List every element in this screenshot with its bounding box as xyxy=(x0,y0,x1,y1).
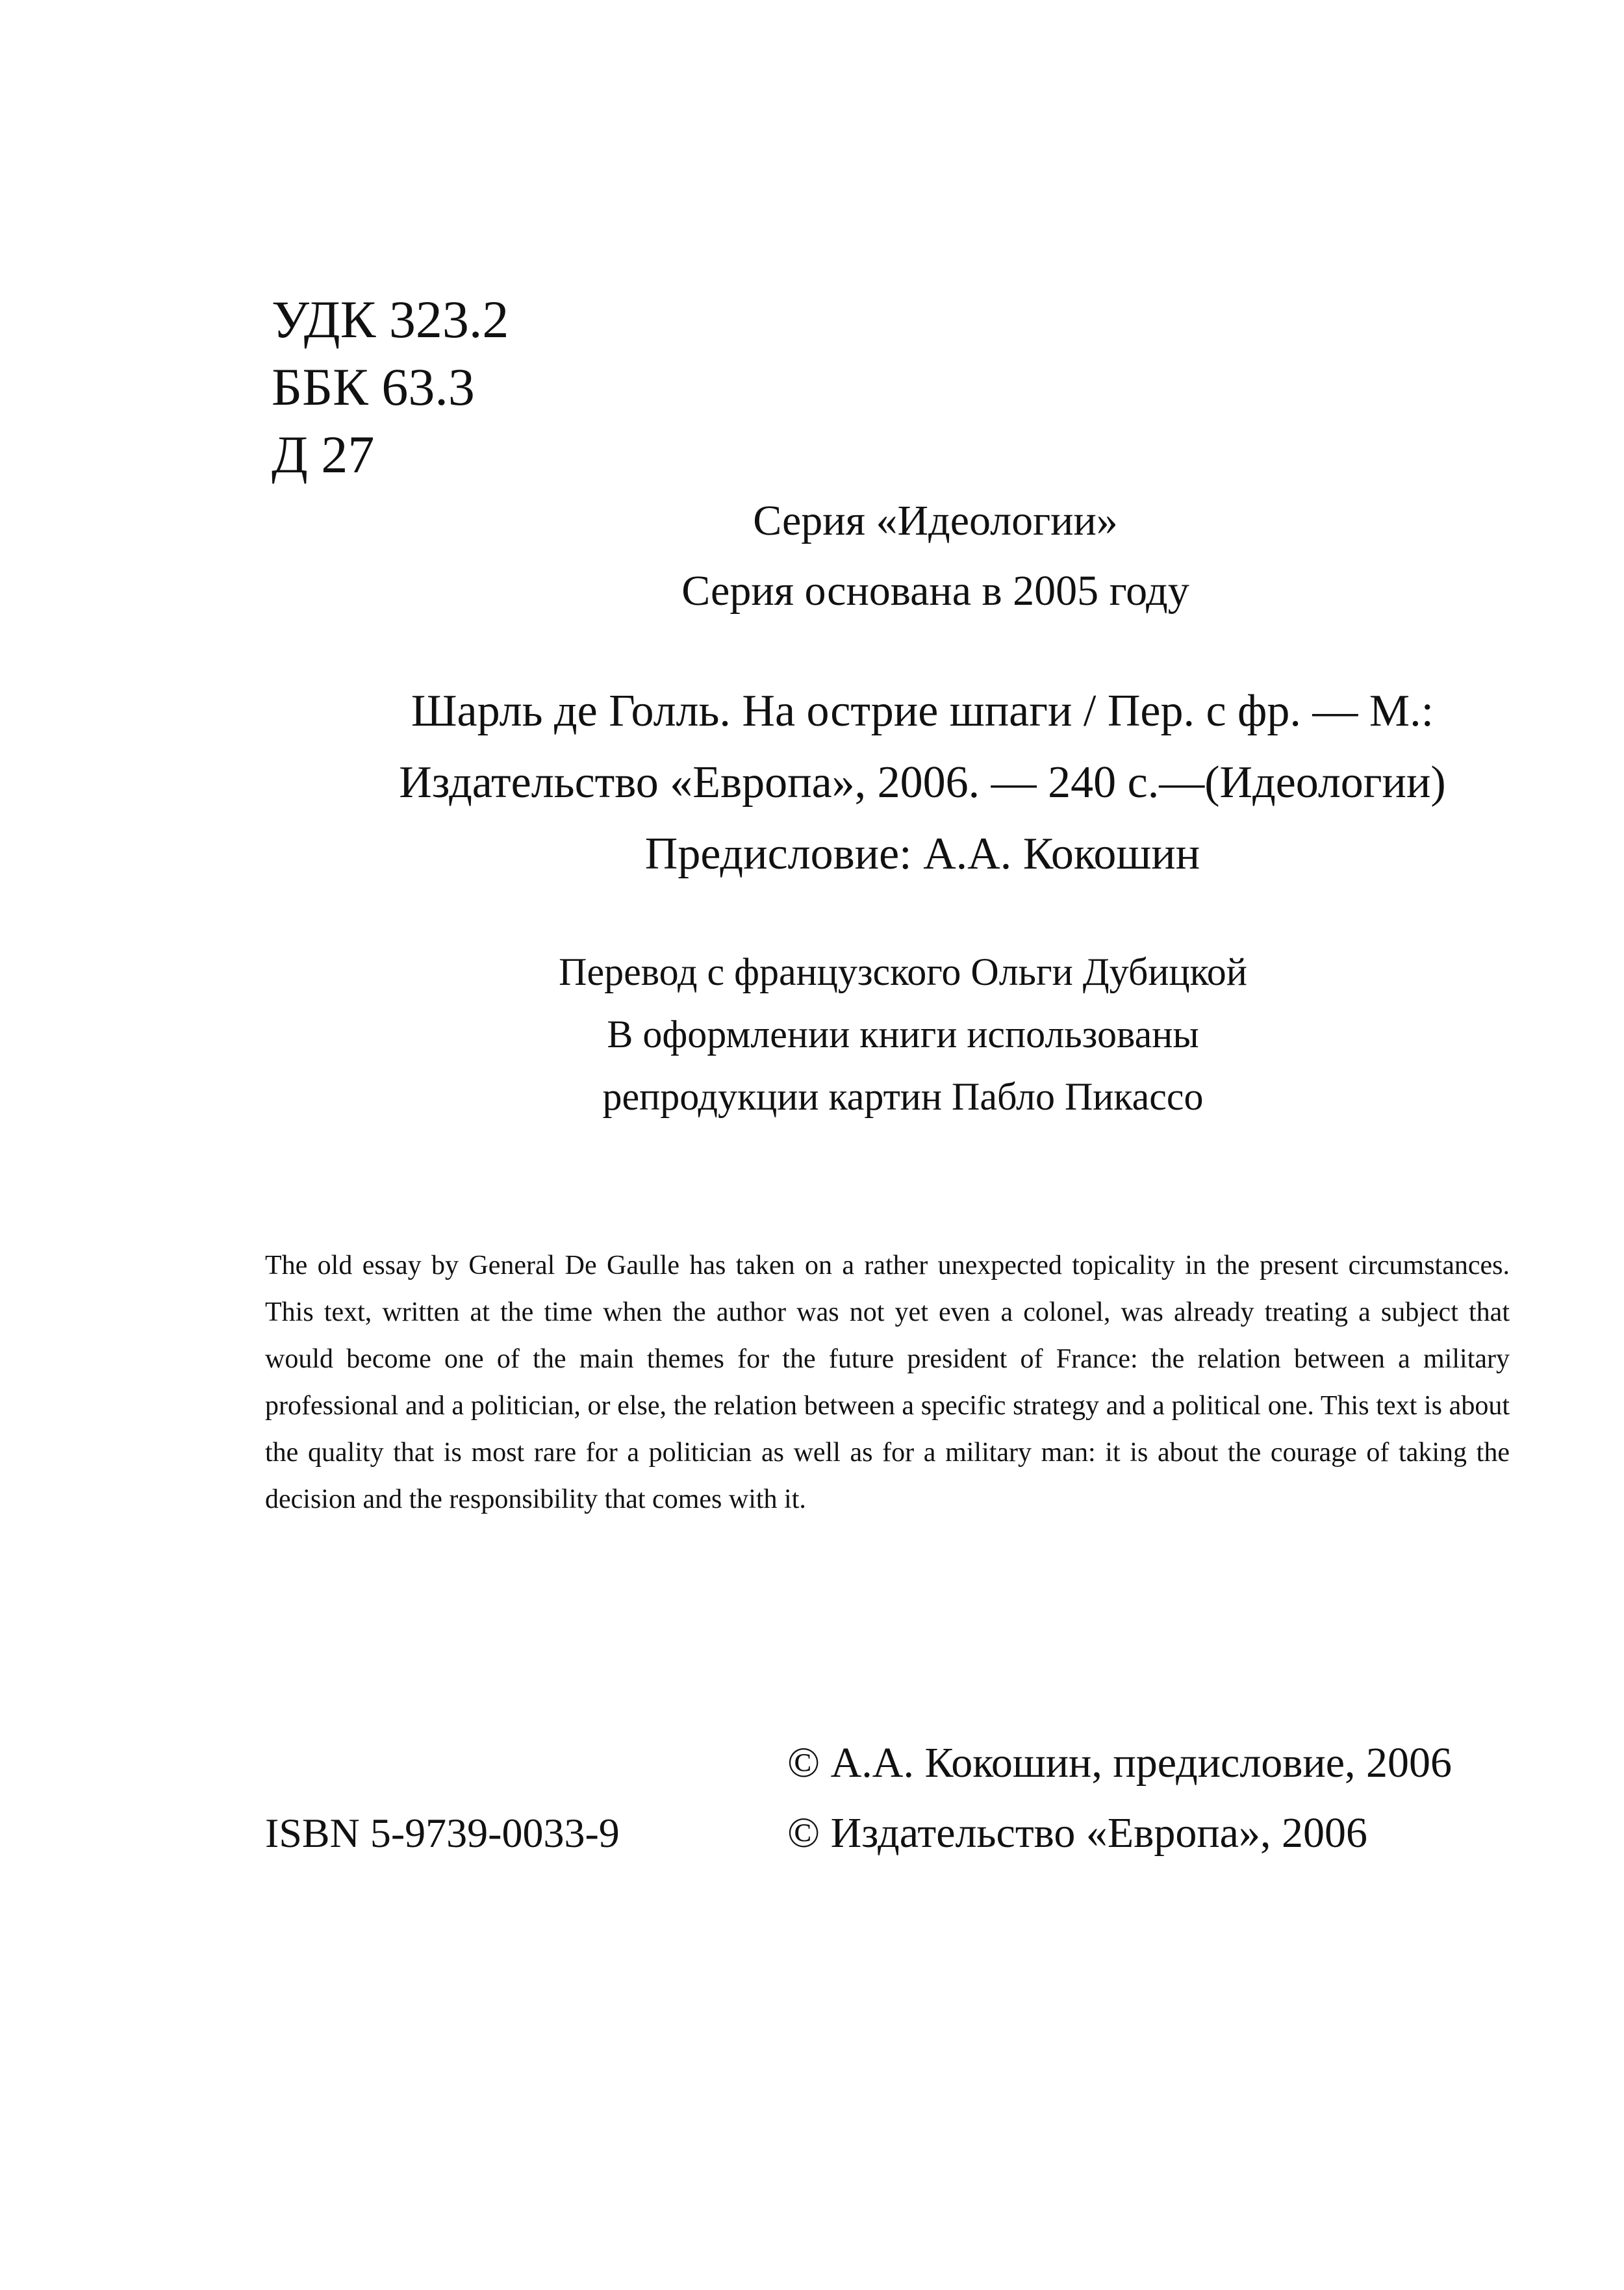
series-name: Серия «Идеологии» xyxy=(753,497,1118,544)
english-abstract: The old essay by General De Gaulle has taken on a rather unexpected topicality in the present circumstances. This text, written at the time when the author was not yet even a colonel, was already treating a subject that would become one of the main themes for the future president of France: the relation between a military professional and a politician, or else, the relation between a specific strategy and a political one. This text is about the quality that is most rare for a politician as well as for a military man: it is about the courage of taking the decision and the responsibility that comes with it. xyxy=(265,1251,1510,1514)
copyright-preface: © А.А. Кокошин, предисловие, 2006 xyxy=(787,1739,1453,1787)
bibliographic-description xyxy=(312,676,1533,890)
isbn: ISBN 5-9739-0033-9 xyxy=(265,1810,620,1856)
copyright-publisher: © Издательство «Европа», 2006 xyxy=(787,1809,1367,1857)
translator-credit: Перевод с французского Ольги Дубицкой xyxy=(559,950,1247,993)
author-code: Д 27 xyxy=(272,425,375,484)
copyright-notices xyxy=(787,1728,1452,1868)
udk-code: УДК 323.2 xyxy=(272,290,509,349)
design-note-line-1: В оформлении книги использованы xyxy=(607,1013,1199,1056)
classification-codes xyxy=(272,286,509,489)
series-info xyxy=(572,486,1299,626)
biblio-line-title: Шарль де Голль. На острие шпаги / Пер. с фр. — М.: xyxy=(411,686,1434,736)
design-note-line-2: репродукции картин Пабло Пикассо xyxy=(602,1075,1204,1118)
series-founded: Серия основана в 2005 году xyxy=(681,567,1189,615)
credits xyxy=(468,941,1338,1128)
biblio-line-publisher: Издательство «Европа», 2006. — 240 с.—(Идеологии) xyxy=(399,757,1446,808)
biblio-line-preface: Предисловие: А.А. Кокошин xyxy=(644,829,1200,879)
bbk-code: ББК 63.3 xyxy=(272,357,475,416)
